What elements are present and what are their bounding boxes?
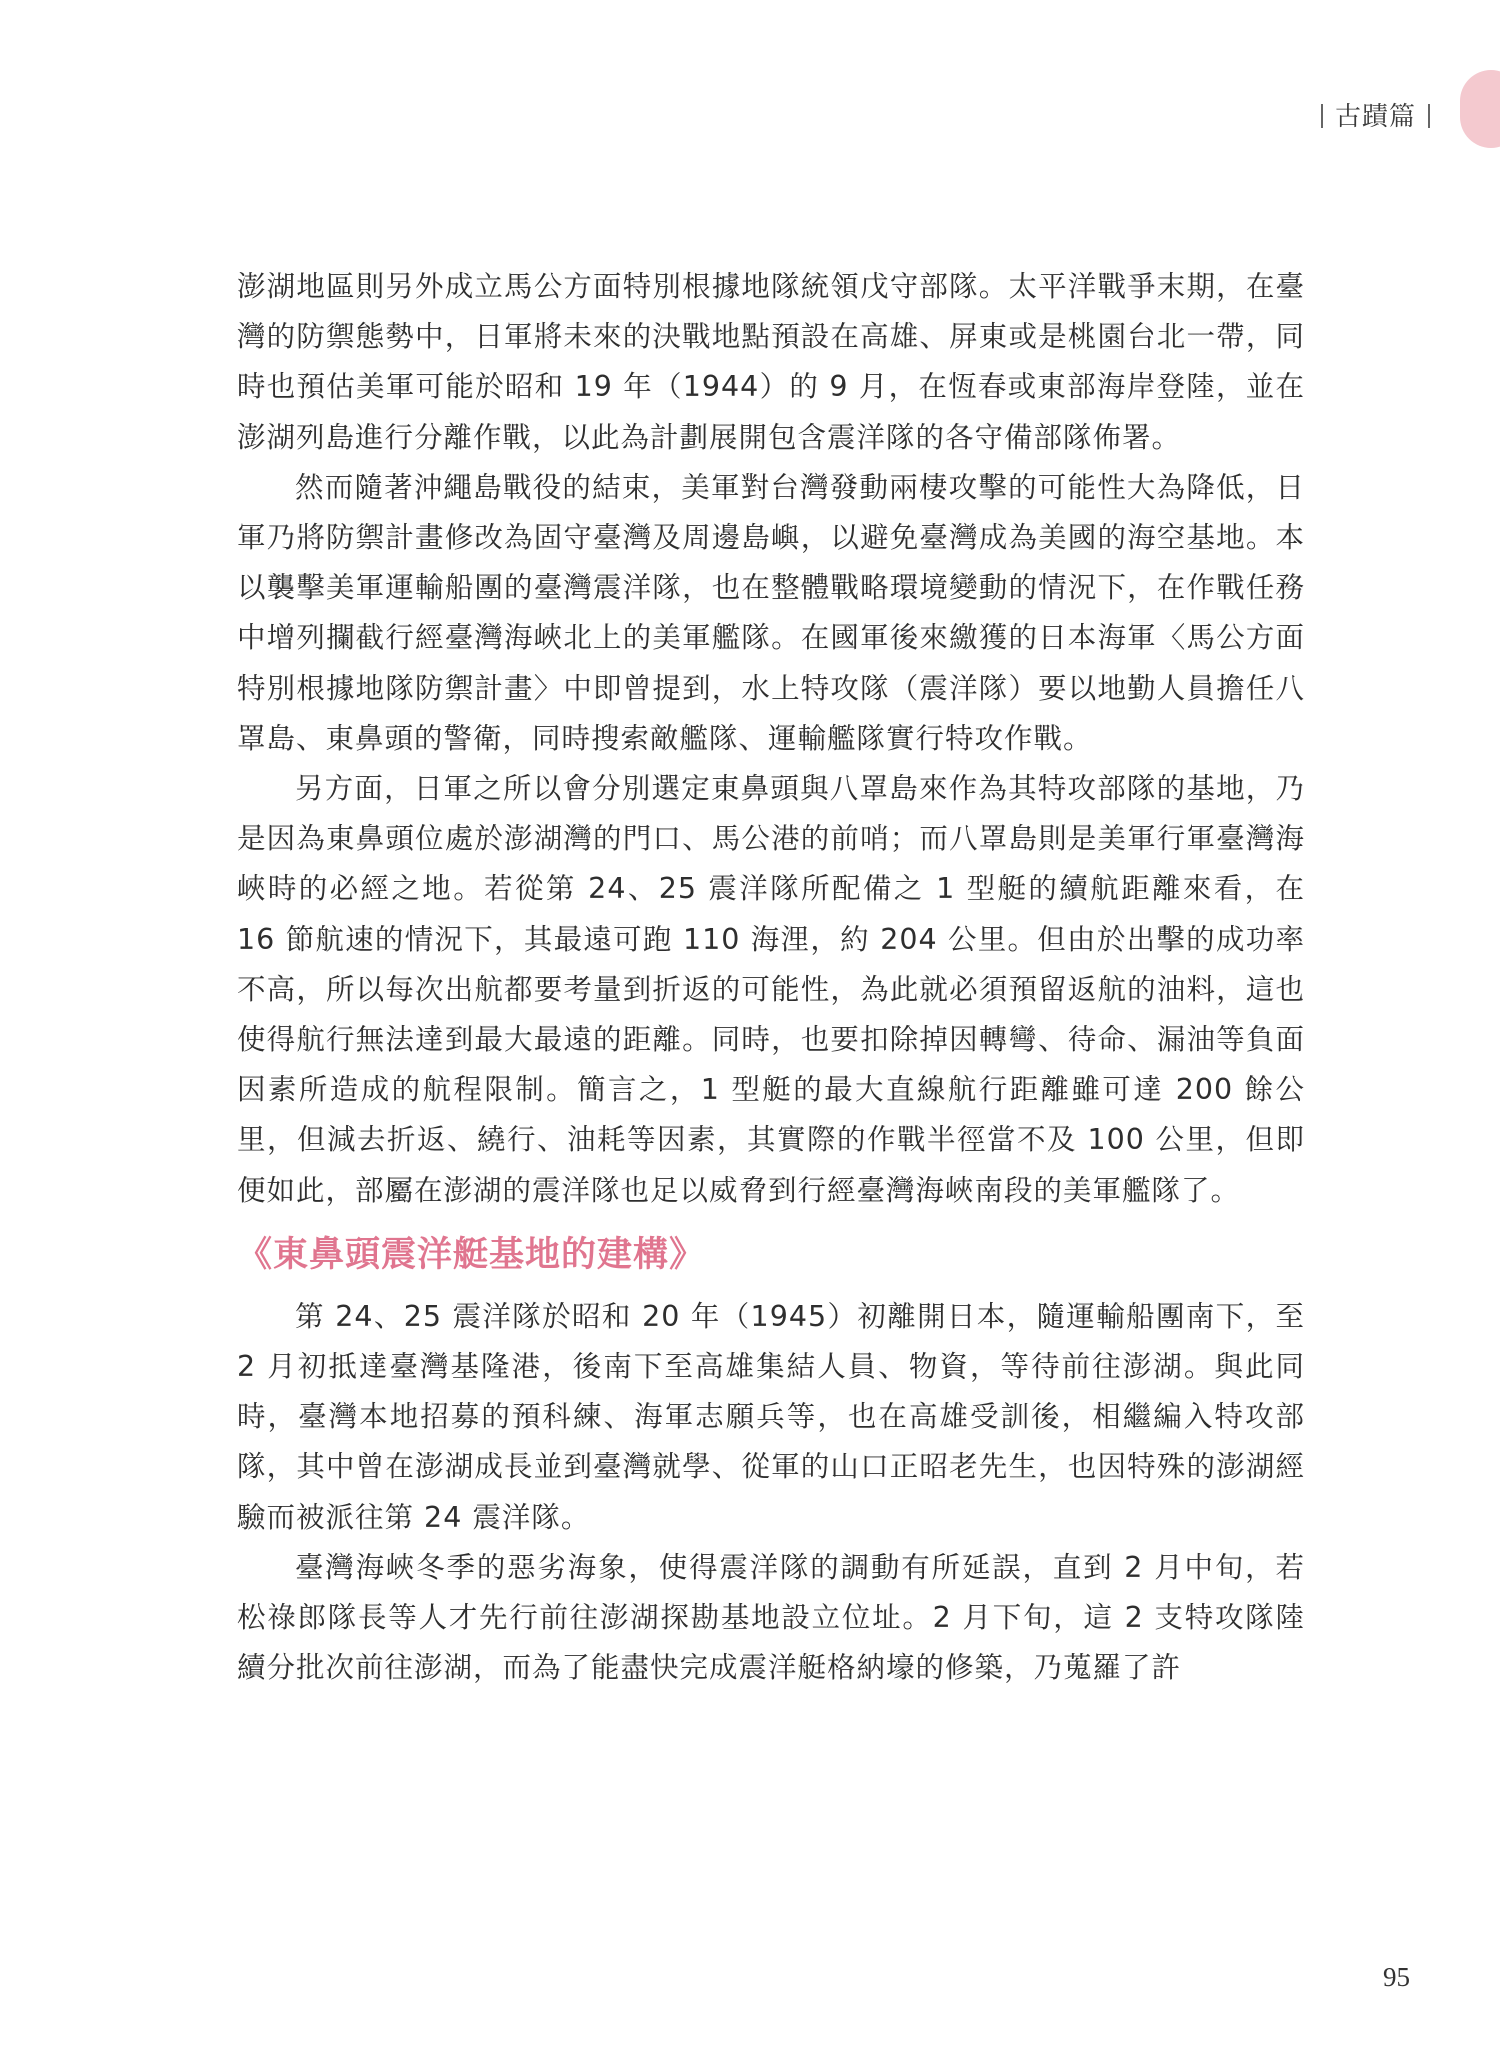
body-paragraph: 另方面，日軍之所以會分別選定東鼻頭與八罩島來作為其特攻部隊的基地，乃是因為東鼻頭位處於澎湖灣的門口、馬公港的前哨；而八罩島則是美軍行軍臺灣海峽時的必經之地。若從第 24、25 震洋隊所配備之 1 型艇的續航距離來看，在 16 節航速的情況下，其最遠可跑 110 海浬，約 204 公里。但由於出擊的成功率不高，所以每次出航都要考量到折返的可能性，為此就必須預留返航的油料，這也使得航行無法達到最大最遠的距離。同時，也要扣除掉因轉彎、待命、漏油等負面因素所造成的航程限制。簡言之，1 型艇的最大直線航行距離雖可達 200 餘公里，但減去折返、繞行、油耗等因素，其實際的作戰半徑當不及 100 公里，但即便如此，部屬在澎湖的震洋隊也足以威脅到行經臺灣海峽南段的美軍艦隊了。 bbox=[237, 772, 1305, 1207]
body-paragraph: 澎湖地區則另外成立馬公方面特別根據地隊統領戊守部隊。太平洋戰爭末期，在臺灣的防禦態勢中，日軍將未來的決戰地點預設在高雄、屏東或是桃園台北一帶，同時也預估美軍可能於昭和 19 年（1944）的 9 月，在恆春或東部海岸登陸，並在澎湖列島進行分離作戰，以此為計劃展開包含震洋隊的各守備部隊佈署。 bbox=[237, 270, 1305, 454]
running-header bbox=[1309, 96, 1442, 133]
section-heading: 《東鼻頭震洋艇基地的建構》 bbox=[237, 1234, 706, 1275]
main-text-column bbox=[237, 262, 1305, 1693]
body-paragraph: 第 24、25 震洋隊於昭和 20 年（1945）初離開日本，隨運輸船團南下，至 2 月初抵達臺灣基隆港，後南下至高雄集結人員、物資，等待前往澎湖。與此同時，臺灣本地招募的預科練、海軍志願兵等，也在高雄受訓後，相繼編入特攻部隊，其中曾在澎湖成長並到臺灣就學、從軍的山口正昭老先生，也因特殊的澎湖經驗而被派往第 24 震洋隊。 bbox=[237, 1299, 1305, 1534]
header-divider-right bbox=[1428, 104, 1430, 128]
header-divider-left bbox=[1321, 104, 1323, 128]
body-paragraph: 然而隨著沖繩島戰役的結束，美軍對台灣發動兩棲攻擊的可能性大為降低，日軍乃將防禦計畫修改為固守臺灣及周邊島嶼，以避免臺灣成為美國的海空基地。本以襲擊美軍運輸船團的臺灣震洋隊，也在整體戰略環境變動的情況下，在作戰任務中增列攔截行經臺灣海峽北上的美軍艦隊。在國軍後來繳獲的日本海軍〈馬公方面特別根據地隊防禦計畫〉中即曾提到，水上特攻隊（震洋隊）要以地勤人員擔任八罩島、東鼻頭的警衛，同時搜索敵艦隊、運輸艦隊實行特攻作戰。 bbox=[237, 470, 1305, 755]
header-section-label: 古蹟篇 bbox=[1334, 102, 1416, 132]
body-paragraph: 臺灣海峽冬季的惡劣海象，使得震洋隊的調動有所延誤，直到 2 月中旬，若松祿郎隊長等人才先行前往澎湖探勘基地設立位址。2 月下旬，這 2 支特攻隊陸續分批次前往澎湖，而為了能盡快完成震洋艇格納壕的修築，乃蒐羅了許 bbox=[237, 1550, 1305, 1685]
page-number: 95 bbox=[1383, 1962, 1410, 1992]
chapter-corner-tab bbox=[1460, 70, 1500, 148]
